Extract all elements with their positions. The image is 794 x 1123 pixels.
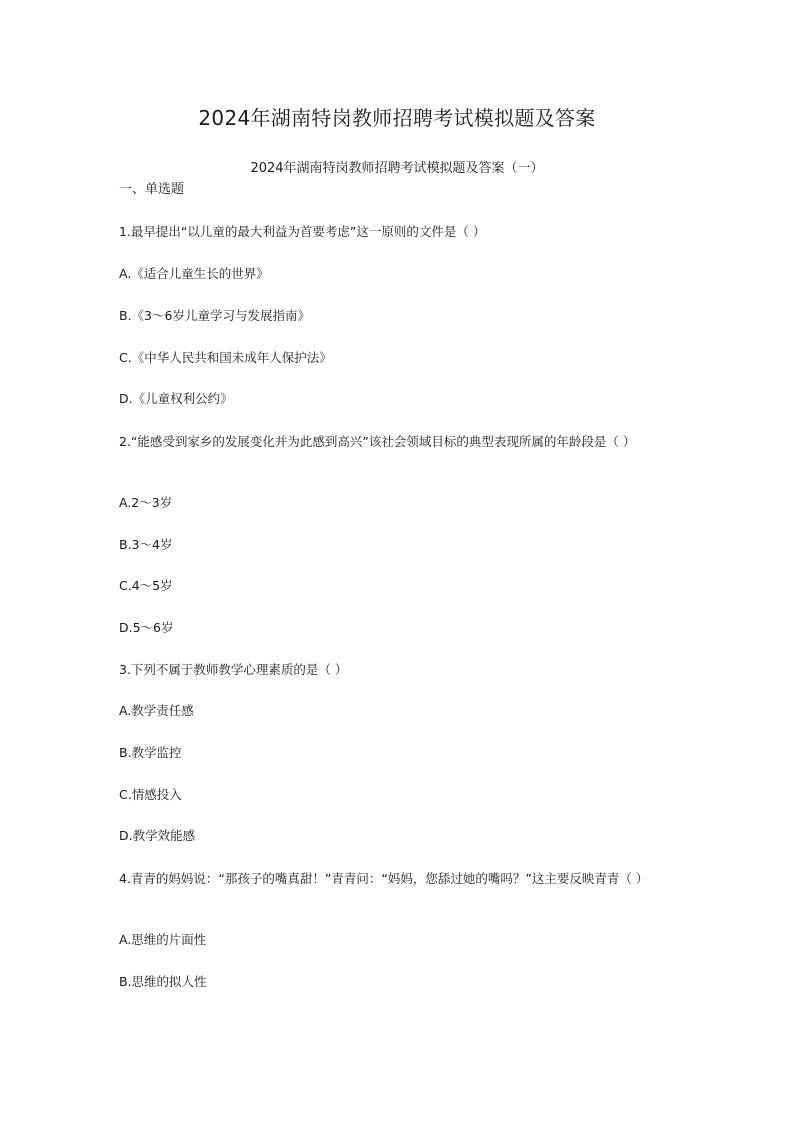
question-3-stem: 3.下列不属于教师教学心理素质的是（ ） bbox=[119, 662, 348, 677]
question-1-option-b: B.《3～6岁儿童学习与发展指南》 bbox=[119, 308, 310, 323]
question-2-option-a: A.2～3岁 bbox=[119, 495, 173, 510]
question-3-option-a: A.教学责任感 bbox=[119, 703, 194, 718]
question-2-option-b: B.3～4岁 bbox=[119, 537, 173, 552]
question-1-stem: 1.最早提出“以儿童的最大利益为首要考虑”这一原则的文件是（ ） bbox=[119, 224, 486, 239]
question-2-option-d: D.5～6岁 bbox=[119, 620, 174, 635]
question-2-option-c: C.4～5岁 bbox=[119, 578, 173, 593]
question-1-option-c: C.《中华人民共和国未成年人保护法》 bbox=[119, 350, 332, 365]
section-heading: 一、单选题 bbox=[119, 182, 185, 197]
question-3-option-d: D.教学效能感 bbox=[119, 828, 196, 843]
document-subtitle: 2024年湖南特岗教师招聘考试模拟题及答案（一） bbox=[250, 161, 544, 176]
question-3-option-c: C.情感投入 bbox=[119, 787, 182, 802]
question-1-option-a: A.《适合儿童生长的世界》 bbox=[119, 266, 269, 281]
question-2-stem: 2.“能感受到家乡的发展变化并为此感到高兴”该社会领域目标的典型表现所属的年龄段是（ ） bbox=[119, 434, 636, 449]
question-4-option-a: A.思维的片面性 bbox=[119, 932, 207, 947]
question-3-option-b: B.教学监控 bbox=[119, 745, 182, 760]
question-4-option-b: B.思维的拟人性 bbox=[119, 974, 207, 989]
document-title: 2024年湖南特岗教师招聘考试模拟题及答案 bbox=[198, 106, 596, 130]
question-4-stem: 4.青青的妈妈说：“那孩子的嘴真甜！”青青问：“妈妈，您舔过她的嘴吗？”这主要反映青青（ ） bbox=[119, 871, 649, 886]
question-1-option-d: D.《儿童权利公约》 bbox=[119, 391, 233, 406]
